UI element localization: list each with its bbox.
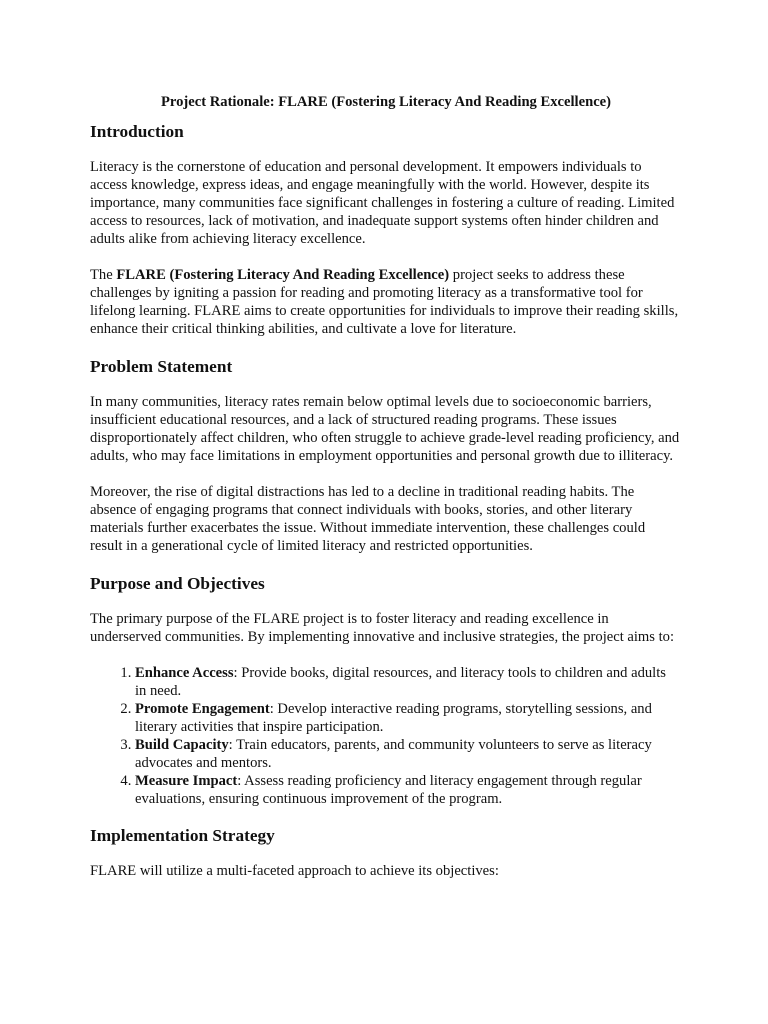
- intro-p2-rest: project seeks to address these challenges by igniting a passion for reading and promoting literacy as a transformative tool for lifelong learning. FLARE aims to create opportunities for individuals to improve their reading skills, enhance their critical thinking abilities, and cultivate a love for literature.: [90, 267, 679, 337]
- objective-text: : Develop interactive reading programs, storytelling sessions, and literary activities that inspire participation.: [135, 701, 652, 735]
- introduction-paragraph-2: [90, 266, 680, 338]
- objective-term: Measure Impact: [135, 773, 238, 789]
- objective-term: Promote Engagement: [135, 701, 270, 717]
- document-title: Project Rationale: FLARE (Fostering Literacy And Reading Excellence): [160, 94, 612, 110]
- objective-text: : Assess reading proficiency and literacy engagement through regular evaluations, ensuring continuous improvement of the program.: [135, 773, 642, 807]
- objective-item-enhance-access: [135, 664, 680, 700]
- objective-text: : Provide books, digital resources, and literacy tools to children and adults in need.: [135, 665, 666, 699]
- objective-text: : Train educators, parents, and community volunteers to serve as literacy advocates and mentors.: [135, 737, 652, 771]
- objective-item-build-capacity: [135, 736, 680, 772]
- problem-paragraph-2: Moreover, the rise of digital distractions has led to a decline in traditional reading habits. The absence of engaging programs that connect individuals with books, stories, and other literary materials further exacerbates the issue. Without immediate intervention, these challenges could result in a generational cycle of limited literacy and restricted opportunities.: [90, 484, 646, 554]
- introduction-paragraph-1: Literacy is the cornerstone of education and personal development. It empowers individuals to access knowledge, express ideas, and engage meaningfully with the world. However, despite its importance, many communities face significant challenges in fostering a culture of reading. Limited access to resources, lack of motivation, and inadequate support systems often hinder children and adults alike from achieving literacy excellence.: [90, 159, 675, 247]
- intro-p2-lead: The: [90, 267, 117, 283]
- objective-item-promote-engagement: [135, 700, 680, 736]
- purpose-objectives-heading: Purpose and Objectives: [90, 574, 265, 593]
- introduction-heading: Introduction: [90, 122, 184, 141]
- problem-statement-heading: Problem Statement: [90, 357, 233, 376]
- document-page: [90, 93, 680, 898]
- objective-item-measure-impact: [135, 772, 680, 808]
- intro-p2-project-name: FLARE (Fostering Literacy And Reading Excellence): [116, 267, 450, 283]
- implementation-strategy-heading: Implementation Strategy: [90, 826, 275, 845]
- objectives-list: [90, 664, 680, 808]
- objective-term: Build Capacity: [135, 737, 229, 753]
- objective-term: Enhance Access: [135, 665, 234, 681]
- purpose-paragraph-1: The primary purpose of the FLARE project is to foster literacy and reading excellence in underserved communities. By implementing innovative and inclusive strategies, the project aims to:: [90, 611, 675, 645]
- problem-paragraph-1: In many communities, literacy rates remain below optimal levels due to socioeconomic barriers, insufficient educational resources, and a lack of structured reading programs. These issues disproportionately affect children, who often struggle to achieve grade-level reading proficiency, and adults, who may face limitations in employment opportunities and personal growth due to illiteracy.: [90, 394, 680, 464]
- implementation-paragraph-1: FLARE will utilize a multi-faceted approach to achieve its objectives:: [90, 863, 499, 879]
